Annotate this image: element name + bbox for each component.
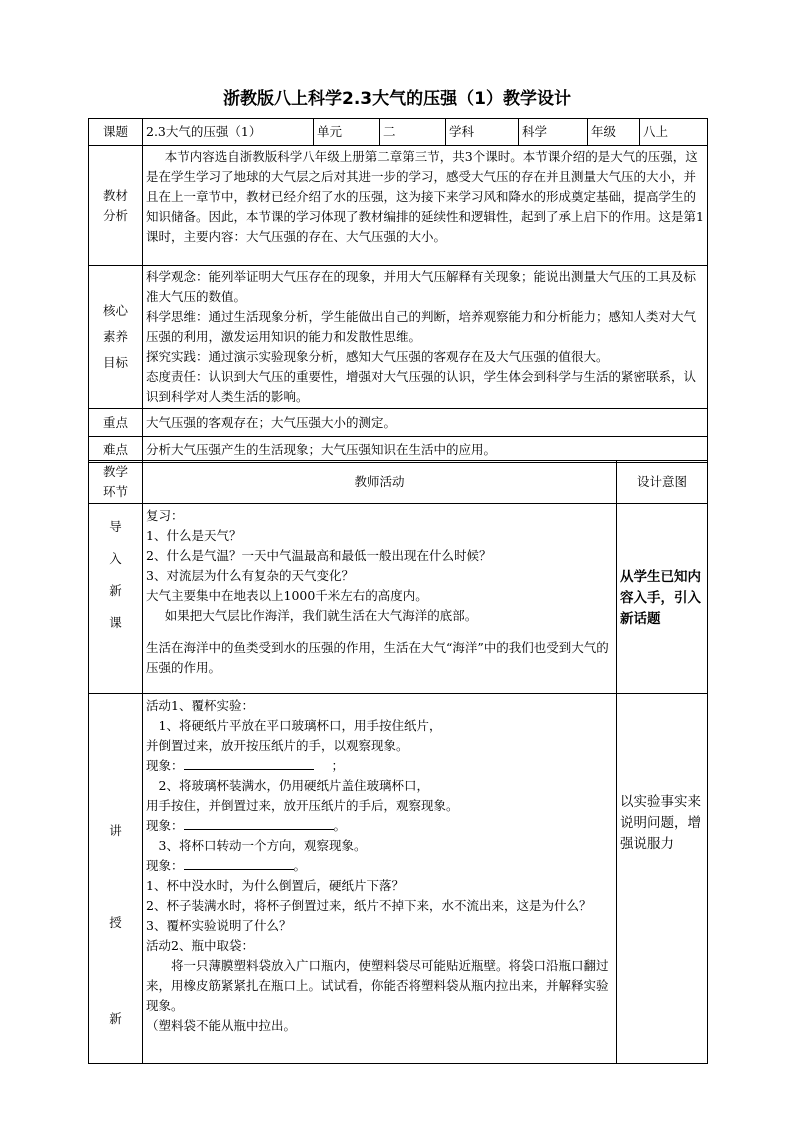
teach-stage-char: 授 — [109, 915, 122, 930]
step1-text: 1、将硬纸片平放在平口玻璃杯口，用手按住纸片， — [158, 718, 442, 733]
grade-label: 年级 — [588, 119, 640, 146]
intro-line: 大气主要集中在地表以上1000千米左右的高度内。 — [146, 588, 428, 603]
question-1: 1、杯中没水时，为什么倒置后，硬纸片下落？ — [146, 878, 404, 893]
teach-stage — [89, 694, 143, 1064]
literacy-item: 态度责任：认识到大气压的重要性，增强对大气压强的认识，学生体会到科学与生活的紧密联系，认识到科学对人类生活的影响。 — [146, 369, 697, 404]
difficulty-label: 难点 — [89, 437, 143, 463]
analysis-label — [89, 146, 143, 266]
activity2-text: 将一只薄膜塑料袋放入广口瓶内，使塑料袋尽可能贴近瓶壁。将袋口沿瓶口翻过来，用橡皮筋紧紧扎在瓶口上。试试看，你能否将塑料袋从瓶内拉出来，并解释实验现象。 — [146, 958, 609, 1013]
intro-intent-text: 从学生已知内容入手，引入新话题 — [620, 569, 701, 627]
intro-stage-char: 导 — [109, 519, 122, 534]
subject-label: 学科 — [446, 119, 519, 146]
intro-activity — [143, 504, 617, 694]
question-3: 3、覆杯实验说明了什么？ — [146, 918, 292, 933]
literacy-item: 科学观念：能列举证明大气压存在的现象，并用大气压解释有关现象；能说出测量大气压的工具及标准大气压的数值。 — [146, 269, 697, 304]
intro-stage-char: 新 — [109, 583, 122, 598]
intro-line: 如果把大气层比作海洋，我们就生活在大气海洋的底部。 — [164, 608, 478, 623]
literacy-label-line: 核心 — [102, 303, 128, 318]
step1b-text: 并倒置过来，放开按压纸片的手，以观察现象。 — [146, 738, 409, 753]
intent-header: 设计意图 — [617, 461, 708, 504]
intro-line: 3、对流层为什么有复杂的天气变化？ — [146, 568, 354, 583]
teach-stage-char: 讲 — [109, 823, 122, 838]
literacy-items — [143, 266, 708, 409]
info-table — [88, 118, 708, 463]
key-text: 大气压强的客观存在；大气压强大小的测定。 — [143, 409, 708, 437]
teach-stage-char: 新 — [109, 1011, 122, 1026]
intro-stage-char: 入 — [109, 551, 122, 566]
end-period: 。 — [333, 818, 347, 833]
teach-intent-text: 以实验事实来说明问题，增强说服力 — [620, 794, 701, 852]
end-period: 。 — [293, 858, 307, 873]
grade-value: 八上 — [640, 119, 708, 146]
literacy-label — [89, 266, 143, 409]
phenomenon-row-2 — [146, 816, 613, 836]
phenomenon-row-1 — [146, 756, 613, 776]
literacy-label-line: 目标 — [102, 355, 128, 370]
intro-intent — [617, 504, 708, 694]
phenomenon-label: 现象： — [146, 758, 184, 773]
activity-header: 教师活动 — [143, 461, 617, 504]
analysis-label-text: 教材分析 — [102, 187, 128, 223]
phenomenon-label: 现象： — [146, 818, 184, 833]
stage-header — [89, 461, 143, 504]
phenomenon-row-3 — [146, 856, 613, 876]
unit-value: 二 — [380, 119, 446, 146]
intro-stage-char: 课 — [109, 615, 122, 630]
lesson-label: 课题 — [89, 119, 143, 146]
stage-header-text: 教学环节 — [102, 464, 128, 499]
intro-line: 生活在海洋中的鱼类受到水的压强的作用，生活在大气“海洋”中的我们也受到大气的压强的作用。 — [146, 640, 609, 675]
intro-line: 复习： — [146, 508, 184, 523]
end-semicolon: ； — [331, 758, 345, 773]
analysis-text: 本节内容选自浙教版科学八年级上册第二章第三节，共3个课时。本节课介绍的是大气的压强，这是在学生学习了地球的大气层之后对其进一步的学习，感受大气压的存在并且测量大气压的大小，并且在上一章节中，教材已经介绍了水的压强，这为接下来学习风和降水的形成奠定基础，提高学生的知识储备。因此，本节课的学习体现了教材编排的延续性和逻辑性，起到了承上启下的作用。这是第1课时，主要内容：大气压强的存在、大气压强的大小。 — [143, 146, 708, 266]
literacy-item: 科学思维：通过生活现象分析，学生能做出自己的判断，培养观察能力和分析能力；感知人类对大气压强的利用，激发运用知识的能力和发散性思维。 — [146, 309, 697, 344]
answer-blank[interactable] — [184, 816, 334, 830]
process-table — [88, 460, 708, 1064]
intro-line: 2、什么是气温？一天中气温最高和最低一般出现在什么时候？ — [146, 548, 492, 563]
difficulty-text: 分析大气压强产生的生活现象；大气压强知识在生活中的应用。 — [143, 437, 708, 463]
phenomenon-label: 现象： — [146, 858, 184, 873]
activity2-title: 活动2、瓶中取袋： — [146, 938, 254, 953]
step2b-text: 用手按住，并倒置过来，放开压纸片的手后，观察现象。 — [146, 798, 459, 813]
page-title: 浙教版八上科学2.3大气的压强（1）教学设计 — [223, 89, 571, 109]
question-2: 2、杯子装满水时，将杯子倒置过来，纸片不掉下来，水不流出来，这是为什么？ — [146, 898, 592, 913]
activity2-result: （塑料袋不能从瓶中拉出。 — [146, 1018, 297, 1033]
lesson-value: 2.3大气的压强（1） — [143, 119, 314, 146]
answer-blank[interactable] — [184, 856, 294, 870]
unit-label: 单元 — [314, 119, 380, 146]
key-label: 重点 — [89, 409, 143, 437]
activity1-title: 活动1、覆杯实验： — [146, 698, 254, 713]
subject-value: 科学 — [519, 119, 588, 146]
teach-intent — [617, 694, 708, 1064]
literacy-label-line: 素养 — [102, 329, 128, 344]
step2-text: 2、将玻璃杯装满水，仍用硬纸片盖住玻璃杯口， — [158, 778, 429, 793]
step3-text: 3、将杯口转动一个方向，观察现象。 — [158, 838, 367, 853]
answer-blank[interactable] — [184, 756, 314, 770]
literacy-item: 探究实践：通过演示实验现象分析，感知大气压强的客观存在及大气压强的值很大。 — [146, 349, 609, 364]
teach-activity — [143, 694, 617, 1064]
intro-stage — [89, 504, 143, 694]
intro-line: 1、什么是天气？ — [146, 528, 242, 543]
